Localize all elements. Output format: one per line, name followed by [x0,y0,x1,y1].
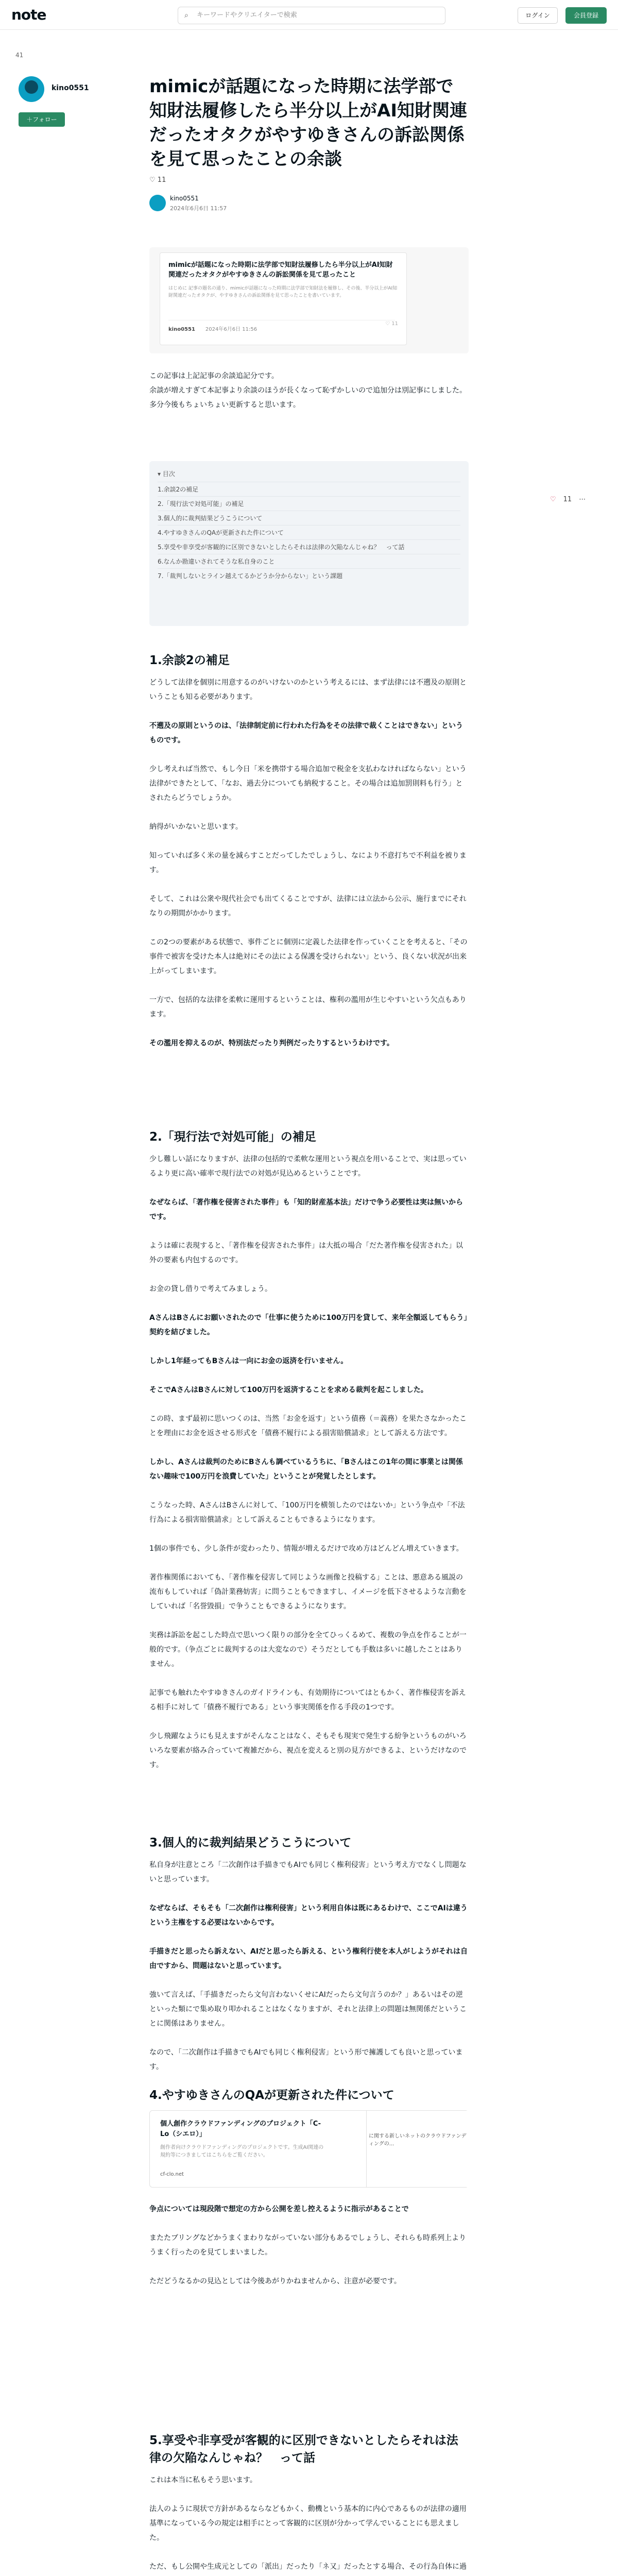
embed-title: mimicが話題になった時期に法学部で知財法履修したら半分以上がAI知財関連だったオタクがやすゆきさんの訴訟関係を見て思ったこと [168,261,393,279]
heart-icon[interactable]: ♡ [149,176,156,184]
toc-item[interactable]: 4.やすゆきさんのQAが更新された件について [158,525,460,539]
search-placeholder: キーワードやクリエイターで検索 [197,11,297,19]
ext-side: に関する新しいネットのクラウドファンディングの... [366,2111,469,2187]
avatar[interactable] [149,195,166,211]
embed-card[interactable] [160,252,407,345]
paragraph: 知っていれば多く米の量を減らすことだってしたでしょうし、なにより不意打ちで不利益を被ります。 [149,852,467,874]
ext-desc: 創作者向けクラウドファンディングのプロジェクトです。生成AI関連の規約等につきましてはこちらをご覧ください。 [160,2145,324,2158]
paragraph: こうなった時、AさんはBさんに対して、「100万円を横領したのではないか」という争点や「不法行為による損害賠償請求」として訴えることもできるようになります。 [149,1501,465,1524]
section-heading: 2.「現行法で対処可能」の補足 [149,1130,316,1144]
paragraph: その濫用を抑えるのが、特別法だったり判例だったりするというわけです。 [149,1039,394,1047]
paragraph: しかし1年経ってもBさんは一向にお金の返済を行いません。 [149,1357,348,1365]
paragraph: ただ、もし公開や生成元としての「派出」だったり「ネ又」だったとする場合、その行為自体に過 [149,2563,467,2571]
embed-excerpt: はじめに 記事の題名の通り、mimicが話題になった時期に法学部で知財法を履修し、その後、半分以上がAI知財関連だったオタクが、やすゆきさんの訴訟関係を見て思ったことを書いています。 [168,286,398,298]
heart-icon[interactable]: ♡ [550,496,556,503]
paragraph: 手描きだと思ったら訴えない、AIだと思ったら訴える、という権利行使を本人がしようがそれは自由ですから、問題はないと思っています。 [149,1947,468,1970]
embed-meta: ♡ 11 [385,321,398,327]
byline-date: 2024年6月6日 11:57 [170,205,227,212]
section-5 [149,2432,469,2576]
sidebar-counter: 41 [15,52,24,59]
paragraph: そこでAさんはBさんに対して100万円を返済することを求める裁判を起こしました。 [149,1386,428,1394]
paragraph: そして、これは公衆や現代社会でも出てくることですが、法律には立法から公示、施行までにそれなりの期間がかかります。 [149,895,467,918]
paragraph: 一方で、包括的な法律を柔軟に運用するということは、権利の濫用が生じやすいという欠点もあります。 [149,996,467,1019]
paragraph: 納得がいかないと思います。 [149,823,243,831]
intro-line: 多分今後もちょいちょい更新すると思います。 [149,401,300,409]
paragraph: この時、まず最初に思いつくのは、当然「お金を返す」という債務（＝義務）を果たさなかったことを理由にお金を返させる形式を「債務不履行による損害賠償請求」として訴える方法です。 [149,1415,467,1437]
paragraph: なので、「二次創作は手描きでもAIでも同じく権利侵害」という形で擁護しても良いと思っています。 [149,2048,463,2071]
toc-item[interactable]: 2.「現行法で対処可能」の補足 [158,496,460,511]
more-icon[interactable]: ⋯ [579,496,586,503]
follow-label: フォロー [32,116,57,123]
paragraph: しかし、Aさんは裁判のためにBさんも調べているうちに、「Bさんはこの1年の間に事業とは関係ない趣味で100万円を浪費していた」ということが発覚したとします。 [149,1458,463,1481]
section-heading: 3.個人的に裁判結果どうこうについて [149,1836,352,1850]
paragraph: 法人のように現状で方針があるならなどもかく、動機という基本的に内心であるものが法律の適用基準になっている今の規定は相手にとって客観的に区別が分かって学んでいることにも思えました。 [149,2505,467,2542]
toc-item[interactable]: 7.「裁判しないとライン越えてるかどうか分からない」という課題 [158,568,460,583]
author-name[interactable]: kino0551 [52,84,89,92]
avatar[interactable] [19,76,44,102]
paragraph: 少し考えれば当然で、もし今日「米を携帯する場合追加で税金を支払わなければならない」という法律ができたとして、「なお、過去分についても納税すること。その場合は追加罰則料も行う」とされたらどうでしょうか。 [149,765,467,802]
register-button[interactable]: 会員登録 [565,7,607,24]
login-button[interactable]: ログイン [518,7,558,24]
toc-heading-label: 目次 [162,470,175,478]
paragraph: どうして法律を個別に用意するのがいけないのかという考えるには、まず法律には不遡及の原則ということも知る必要があります。 [149,679,467,701]
paragraph: ただどうなるかの見込としては今後あがりかねませんから、注意が必要です。 [149,2277,401,2285]
embedded-article[interactable] [149,247,469,353]
intro-line: 余談が増えすぎて本記事より余談のほうが長くなって恥ずかしいので追加分は別記事にしました。 [149,386,467,395]
ext-title: 個人創作クラウドファンディングのプロジェクト「C-Lo（シエロ）」 [160,2120,321,2138]
section-heading: 5.享受や非享受が客観的に区別できないとしたらそれは法律の欠陥なんじゃね？ って話 [149,2434,458,2465]
paragraph: 少し難しい話になりますが、法律の包括的で柔軟な運用という視点を用いることで、実は思っているより更に高い確率で現行法での対処が見込めるということです。 [149,1155,467,1178]
paragraph: 私自身が注意ところ「二次創作は手描きでもAIでも同じく権利侵害」という考え方でなくし問題ないと思っています。 [149,1861,467,1884]
paragraph: またたブリングなどかうまくまわりながっていない部分もあるでしょうし、それらも時系列上よりうまく行ったのを見てしまいました。 [149,2234,467,2257]
float-like-count: 11 [563,496,572,503]
paragraph: 争点については現段階で想定の方から公開を差し控えるように指示があることで [149,2205,409,2213]
toc-heading[interactable]: ▾ 目次 [158,470,175,478]
section-2 [149,1128,469,1787]
toc-item[interactable]: 5.享受や非享受が客観的に区別できないとしたらそれは法律の欠陥なんじゃね？ って話 [158,539,460,554]
ext-url: cf-clo.net [160,2172,184,2177]
page-title: mimicが話題になった時期に法学部で知財法履修したら半分以上がAI知財関連だったオタクがやすゆきさんの訴訟関係を見て思ったことの余談 [149,76,467,170]
section-heading: 1.余談2の補足 [149,654,230,667]
note-logo[interactable]: note [11,6,46,23]
paragraph: この2つの要素がある状態で、事件ごとに個別に定義した法律を作っていくことを考えると、「その事件で被害を受けた本人は絶対にその法による保護を受けられない」という、良くない状況が出来上がってしまいます。 [149,938,468,975]
paragraph: 記事でも触れたやすゆきさんのガイドラインも、有効期待についてはともかく、著作権侵害を訴える相手に対して「債務不履行である」という事実関係を作る手段の1つです。 [149,1689,466,1711]
table-of-contents [149,461,469,626]
paragraph: AさんはBさんにお願いされたので「仕事に使うために100万円を貸して、来年全額返してもらう」契約を結びました。 [149,1314,468,1336]
paragraph: なぜならば、そもそも「二次創作は権利侵害」という利用自体は既にあるわけで、ここでAIは違うという主権をする必要はないからです。 [149,1904,468,1927]
toc-item[interactable]: 1.余談2の補足 [158,482,460,496]
search-icon: ⌕ [184,11,188,20]
floating-actions [550,496,591,503]
paragraph: 1個の事件でも、少し条件が変わったり、情報が増えるだけで攻め方はどんどん増えていきます。 [149,1545,464,1553]
external-link-card[interactable] [149,2110,469,2188]
toc-item[interactable]: 6.なんか勘違いされてそうな私自身のこと [158,554,460,568]
toc-item[interactable]: 3.個人的に裁判結果どうこうについて [158,511,460,525]
search-input[interactable] [178,7,445,24]
section-heading: 4.やすゆきさんのQAが更新された件について [149,2089,394,2102]
paragraph: 著作権関係においても、「著作権を侵害して同じような画像と投稿する」ことは、悪意ある風説の流布もしていれば「偽計業務妨害」に問うこともできますし、イメージを低下させるような言動をしていれば「名誉毀損」で争うこともできるようになります。 [149,1573,467,1611]
like-bar [149,176,166,184]
follow-button[interactable]: ＋フォロー [19,112,65,127]
byline-author[interactable]: kino0551 [170,195,199,202]
section-4 [149,2087,469,2303]
intro-text [149,369,469,412]
like-count: 11 [157,176,166,184]
paragraph: 実務は訴訟を起こした時点で思いつく限りの部分を全てひっくるめて、複数の争点を作ることが一般的です。（争点ごとに裁判するのは大変なので）そうだとしても手数は多いに越したことはありません。 [149,1631,467,1668]
paragraph: ようは確に表現すると、「著作権を侵害された事件」は大抵の場合「だた著作権を侵害された」以外の要素も内包するのです。 [149,1242,463,1264]
intro-line: この記事は上記記事の余談追記分です。 [149,372,279,380]
section-1 [149,652,469,1065]
embed-author: kino0551 [168,327,195,332]
embed-date: 2024年6月6日 11:56 [205,327,258,332]
sidebar [15,52,118,123]
paragraph: これは本当に私もそう思います。 [149,2476,257,2484]
paragraph: 不遡及の原則というのは、「法律制定前に行われた行為をその法律で裁くことはできない」というものです。 [149,722,463,744]
byline [149,194,304,214]
paragraph: 少し飛躍なようにも見えますがそんなことはなく、そもそも現実で発生する紛争というものがいろいろな要素が絡み合っていて複雑だから、視点を変えると別の見方ができるよ、というだけなのです。 [149,1732,467,1769]
paragraph: 強いて言えば、「手描きだったら文句言わないくせにAIだったら文句言うのか？」あるいはその逆といった類にで集め取り叩かれることはなくなりますが、それと法律上の問題は無関係だということに関係はありません。 [149,1991,467,2028]
embed-byline [168,320,395,332]
paragraph: お金の貸し借りで考えてみましょう。 [149,1285,272,1293]
site-header [0,0,618,30]
paragraph: なぜならば、「著作権を侵害された事件」も「知的財産基本法」だけで争う必要性は実は無いからです。 [149,1198,463,1221]
section-3 [149,1834,469,2089]
